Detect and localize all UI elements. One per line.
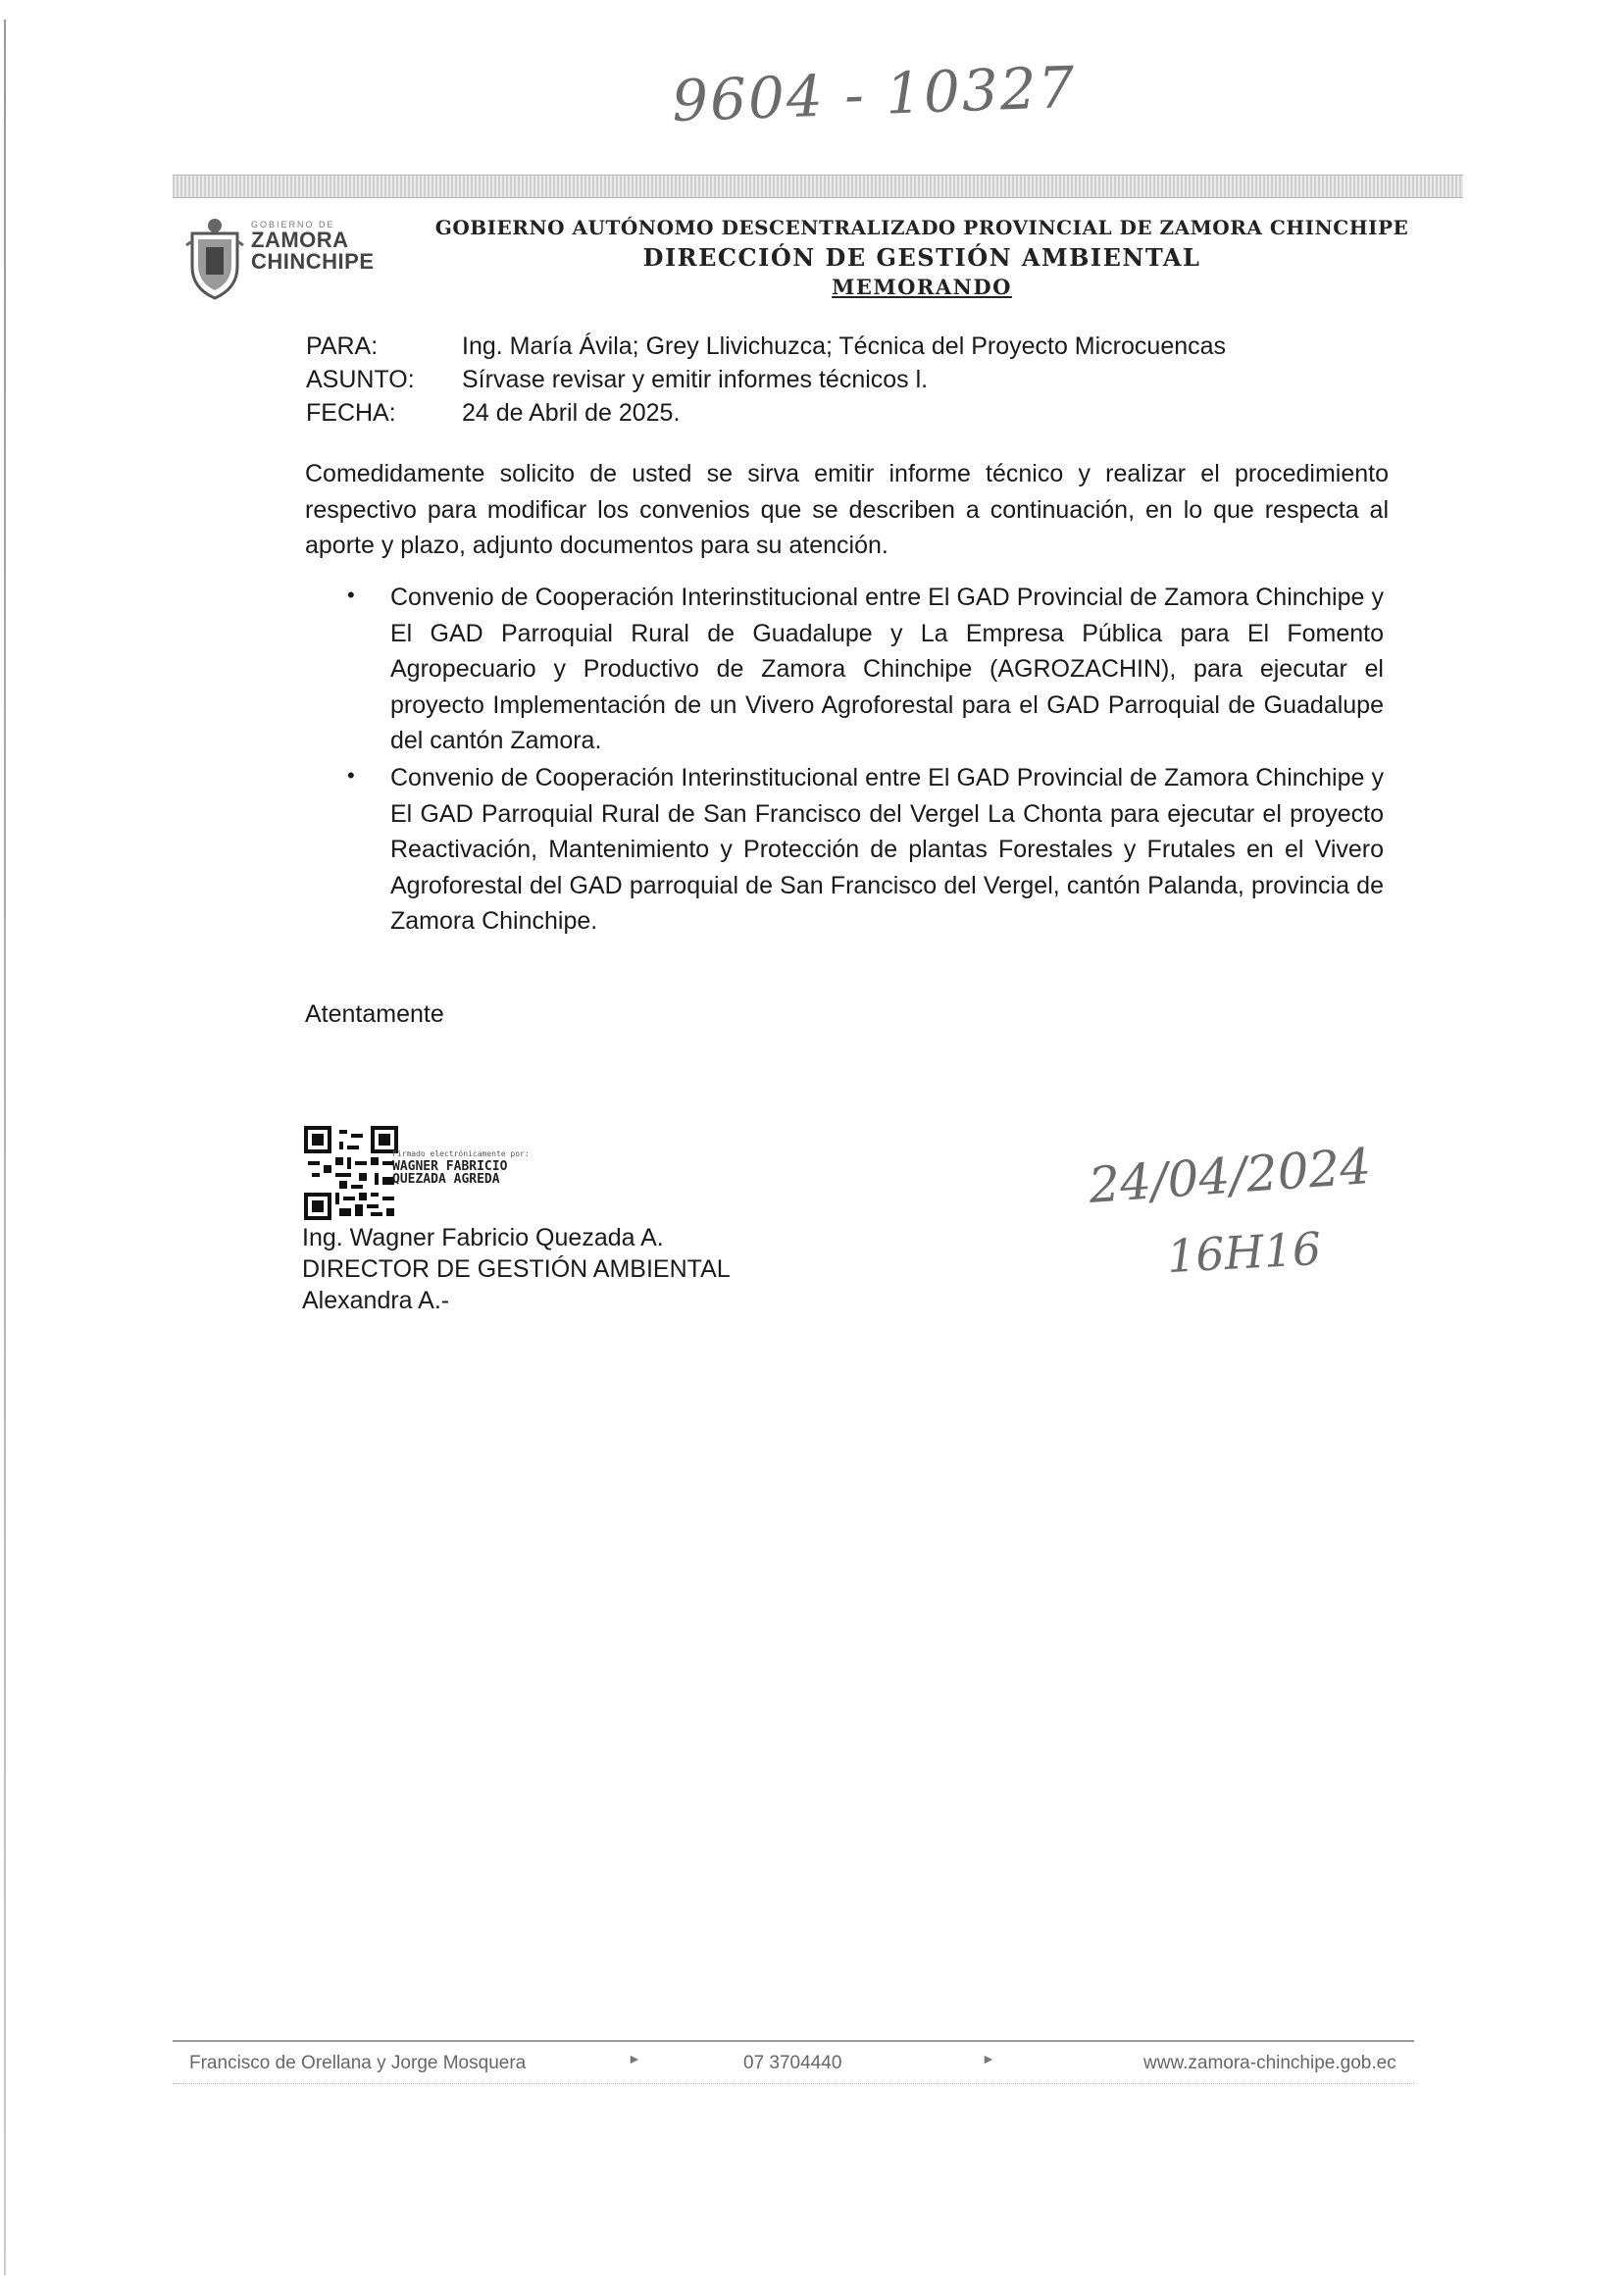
closing-salutation: Atentamente <box>305 1000 444 1028</box>
esign-name-line2: QUEZADA AGREDA <box>392 1172 500 1187</box>
bullet-icon: • <box>347 763 355 788</box>
footer-separator-icon: ► <box>982 2051 995 2066</box>
handwritten-time: 16H16 <box>1165 1221 1323 1284</box>
para-value: Ing. María Ávila; Grey Llivichuzca; Técnica del Proyecto Microcuencas <box>462 332 1227 360</box>
handwritten-date: 24/04/2024 <box>1087 1138 1373 1214</box>
para-label: PARA: <box>306 332 379 360</box>
department-name: DIRECCIÓN DE GESTIÓN AMBIENTAL <box>642 243 1201 272</box>
list-item: Convenio de Cooperación Interinstitucional entre El GAD Provincial de Zamora Chinchipe y El GAD Parroquial Rural de Guadalupe y La Empresa Pública para El Fomento Agropecuario y Productivo de Zamora Chinchipe (AGROZACHIN), para ejecutar el proyecto Implementación de un Vivero Agroforestal para el GAD Parroquial de Guadalupe del cantón Zamora. <box>390 584 1384 754</box>
asunto-value: Sírvase revisar y emitir informes técnicos l. <box>462 366 929 393</box>
scan-edge <box>4 20 6 2275</box>
esign-name-line1: WAGNER FABRICIO <box>392 1159 508 1174</box>
signer-name: Ing. Wagner Fabricio Quezada A. <box>302 1224 664 1251</box>
fecha-value: 24 de Abril de 2025. <box>462 399 681 427</box>
logo-name-line2: CHINCHIPE <box>251 249 375 274</box>
footer-address: Francisco de Orellana y Jorge Mosquera <box>189 2053 527 2073</box>
bullet-icon: • <box>347 583 355 607</box>
esign-caption: Firmado electrónicamente por: <box>392 1149 530 1158</box>
typist-initials: Alexandra A.- <box>302 1287 450 1314</box>
crest-icon <box>182 216 247 302</box>
logo-name-line1: ZAMORA <box>251 228 349 252</box>
intro-paragraph: Comedidamente solicito de usted se sirva emitir informe técnico y realizar el procedimiento respectivo para modificar los convenios que se describen a continuación, en lo que respecta al aporte y plazo, adjunto documentos para su atención. <box>305 460 1389 559</box>
logo-small-text: GOBIERNO DE <box>251 220 335 229</box>
handwritten-reference-number: 9604 - 10327 <box>670 53 1078 135</box>
fecha-label: FECHA: <box>306 399 396 427</box>
institution-logo <box>182 216 379 304</box>
document-type: MEMORANDO <box>832 275 1012 299</box>
asunto-label: ASUNTO: <box>306 366 415 393</box>
qr-code-icon <box>304 1126 398 1220</box>
list-item: Convenio de Cooperación Interinstitucional entre El GAD Provincial de Zamora Chinchipe y El GAD Parroquial Rural de San Francisco del Vergel La Chonta para ejecutar el proyecto Reactivación, Mantenimiento y Protección de plantas Forestales y Frutales en el Vivero Agroforestal del GAD parroquial de San Francisco del Vergel, cantón Palanda, provincia de Zamora Chinchipe. <box>390 764 1384 935</box>
footer-divider-dotted <box>173 2083 1414 2084</box>
footer-phone: 07 3704440 <box>743 2053 842 2073</box>
footer-separator-icon: ► <box>628 2051 641 2066</box>
signer-title: DIRECTOR DE GESTIÓN AMBIENTAL <box>302 1255 731 1283</box>
organization-name: GOBIERNO AUTÓNOMO DESCENTRALIZADO PROVINCIAL DE ZAMORA CHINCHIPE <box>434 216 1409 239</box>
footer-divider <box>173 2040 1414 2042</box>
footer-website: www.zamora-chinchipe.gob.ec <box>1143 2053 1396 2073</box>
header-decorative-bar <box>173 175 1463 198</box>
electronic-signature-stamp <box>392 1147 530 1186</box>
